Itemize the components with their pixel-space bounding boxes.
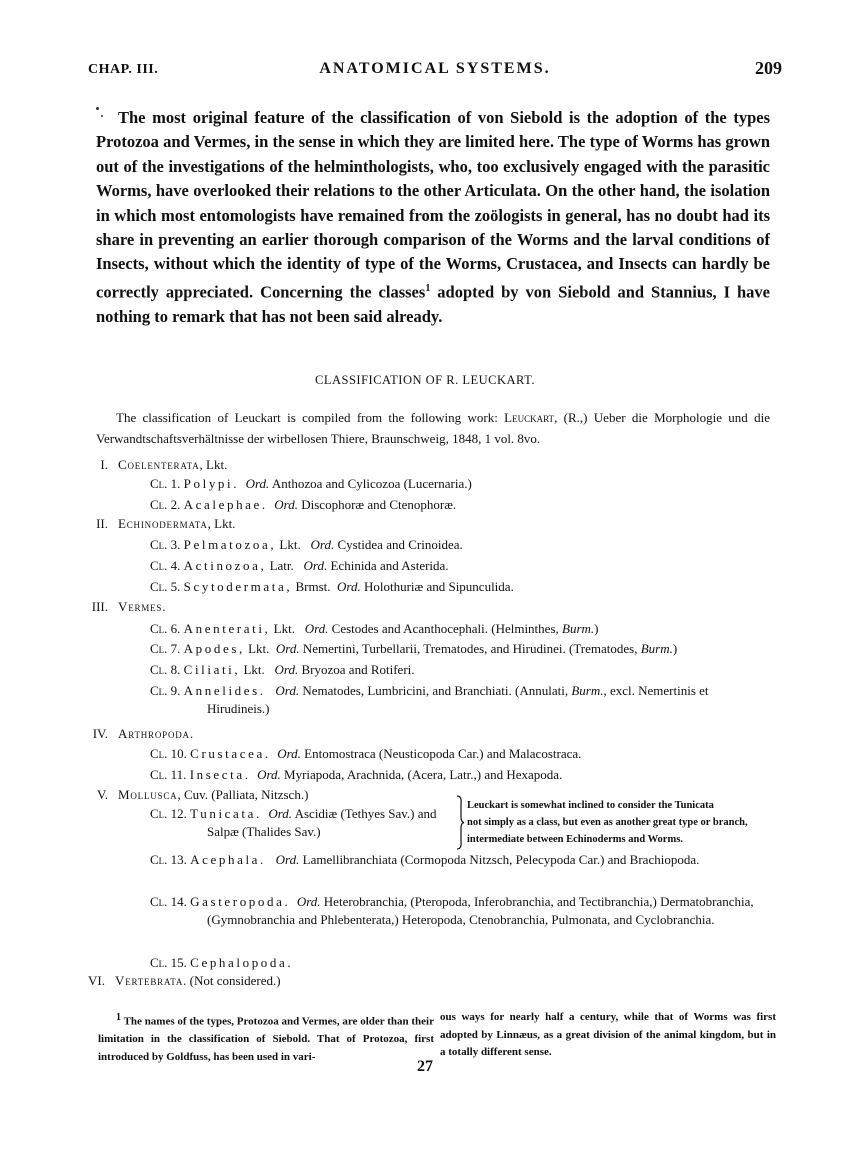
- source-paragraph: The classification of Leuckart is compiled from the following work: Leuckart, (R.,) Ueber die Morphologie und die Verwandtschaftsverhältnisse der wirbellosen Thiere, Braunschweig, 1848, 1 vol. 8vo.: [96, 410, 770, 446]
- phylum-row: IV. Arthropoda.: [92, 726, 194, 741]
- class-row: Cl. 8. Ciliati, Lkt. Ord. Bryozoa and Rotiferi.: [150, 662, 415, 677]
- section-title: CLASSIFICATION OF R. LEUCKART.: [315, 373, 535, 387]
- chapter-label: CHAP. III.: [88, 62, 159, 77]
- intro-text: The most original feature of the classification of von Siebold is the adoption of the types Protozoa and Vermes, in the sense in which they are limited here. The type of Worms has grown out of the investigations of the helminthologists, who, too exclusively engaged with the parasitic Worms, have overlooked their relations to the other Articulata. On the other hand, the isolation in which most entomologists have remained from the zoölogists in general, has no doubt had its share in preventing an earlier thorough comparison of the Worms and the larval conditions of Insects, without which the identity of type of the Worms, Crustacea, and Insects can hardly be correctly appreciated. Concerning the classes: [96, 108, 770, 302]
- footnote-marker: 1: [116, 1012, 121, 1023]
- phylum-row: V. Mollusca, Cuv. (Palliata, Nitzsch.): [97, 787, 309, 802]
- class-row: Cl. 10. Crustacea. Ord. Entomostraca (Neusticopoda Car.) and Malacostraca.: [150, 746, 582, 761]
- class-row: Cl. 11. Insecta. Ord. Myriapoda, Arachnida, (Acera, Latr.,) and Hexapoda.: [150, 767, 563, 782]
- tunicata-note: Leuckart is somewhat inclined to consider the Tunicata not simply as a class, but even as another great type or branch, intermediate between Echinoderms and Worms.: [467, 800, 748, 845]
- class-row: Cl. 3. Pelmatozoa, Lkt. Ord. Cystidea and Crinoidea.: [150, 537, 463, 552]
- class-row: Cl. 5. Scytodermata, Brmst. Ord. Holothuriæ and Sipunculida.: [150, 579, 514, 594]
- phylum-row: II. Echinodermata, Lkt.: [96, 516, 236, 531]
- class-row: Cl. 15. Cephalopoda.: [150, 955, 294, 970]
- class-row: Cl. 6. Anenterati, Lkt. Ord. Cestodes and Acanthocephali. (Helminthes, Burm.): [150, 621, 599, 636]
- phylum-row: I. Coelenterata, Lkt.: [100, 457, 228, 472]
- running-header: [88, 58, 782, 82]
- source-author: Leuckart: [504, 410, 555, 425]
- class-row: Cl. 7. Apodes, Lkt. Ord. Nemertini, Turbellarii, Trematodes, and Hirudinei. (Trematodes, Burm.): [150, 641, 678, 656]
- footnote-ref[interactable]: 1: [425, 282, 431, 294]
- class-row: Cl. 14. Gasteropoda. Ord. Heterobranchia, (Pteropoda, Inferobranchia, and Tectibranchia,) Dermatobranchia, (Gymnobranchia and Phlebenterata,) Heteropoda, Ctenobranchia, Pulmonata, and Cyclobranchia.: [150, 894, 754, 927]
- class-row: Cl. 13. Acephala. Ord. Lamellibranchiata (Cormopoda Nitzsch, Pelecypoda Car.) and Brachiopoda.: [150, 852, 700, 867]
- class-row: Cl. 12. Tunicata. Ord. Ascidiæ (Tethyes Sav.) and Salpæ (Thalides Sav.): [150, 806, 437, 839]
- signature-mark: 27: [417, 1058, 433, 1075]
- phylum-row: VI. Vertebrata. (Not considered.): [88, 973, 281, 988]
- curly-brace-icon: [455, 795, 465, 850]
- class-row: Cl. 2. Acalephae. Ord. Discophoræ and Ctenophoræ.: [150, 497, 457, 512]
- phylum-row: III. Vermes.: [91, 599, 166, 614]
- class-row: Cl. 9. Annelides. Ord. Nematodes, Lumbricini, and Branchiati. (Annulati, Burm., excl. Nemertinis et Hirudineis.): [150, 683, 709, 716]
- intro-paragraph: [96, 106, 770, 329]
- page-number: 209: [755, 58, 782, 78]
- footnote-left-column: $^1$ The names of the types, Protozoa and Vermes, are older than their limitation in the classification of Siebold. That of Protozoa, first introduced by Goldfuss, has been used in vari-: [98, 1012, 434, 1063]
- running-title: ANATOMICAL SYSTEMS.: [319, 60, 551, 77]
- footnote-right-column: ous ways for nearly half a century, while that of Worms was first adopted by Linnæus, as a great division of the animal kingdom, but in a totally different sense.: [440, 1011, 776, 1058]
- class-row: Cl. 1. Polypi. Ord. Anthozoa and Cylicozoa (Lucernaria.): [150, 476, 472, 491]
- class-row: Cl. 4. Actinozoa, Latr. Ord. Echinida and Asterida.: [150, 558, 449, 573]
- intro-text-end: adopted by von Siebold and Stannius, I have nothing to remark that has not been said already.: [96, 282, 771, 326]
